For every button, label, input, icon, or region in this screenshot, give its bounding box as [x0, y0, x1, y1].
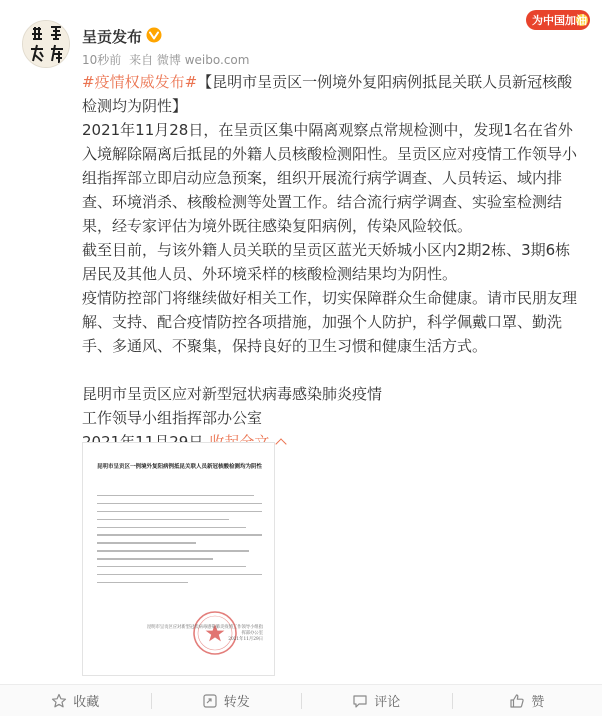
repost-button[interactable] — [151, 685, 302, 716]
repost-label: 转发 — [223, 695, 250, 710]
hashtag-link[interactable]: #疫情权威发布# — [82, 73, 198, 91]
document-signature — [143, 625, 263, 643]
post-meta — [82, 51, 253, 68]
action-bar — [0, 684, 602, 716]
document-title: 昆明市呈贡区一例境外复阳病例抵昆关联人员新冠核酸检测均为阴性 — [97, 464, 263, 470]
paragraph-3: 疫情防控部门将继续做好相关工作，切实保障群众生命健康。请市民朋友理解、支持、配合疫情防控各项措施，加强个人防护，科学佩戴口罩、勤洗手、多通风、不聚集，保持良好的卫生习惯和健康生活方式。 — [82, 289, 578, 355]
comment-label: 评论 — [374, 695, 401, 710]
signature-line-2: 工作领导小组指挥部办公室 — [82, 409, 263, 427]
author-name[interactable]: 呈贡发布 — [82, 28, 143, 46]
star-icon — [51, 693, 67, 709]
avatar[interactable] — [22, 20, 70, 68]
repost-icon — [202, 693, 218, 709]
avatar-calligraphy-icon — [23, 21, 70, 68]
document-image[interactable] — [82, 442, 275, 676]
document-signature-text: 昆明市呈贡区应对新型冠状病毒感染肺炎疫情工作领导小组指挥部办公室 — [146, 625, 263, 636]
verified-icon — [146, 27, 162, 43]
signature-line-1: 昆明市呈贡区应对新型冠状病毒感染肺炎疫情 — [82, 385, 383, 403]
post-content — [82, 70, 582, 454]
paragraph-2: 截至目前，与该外籍人员关联的呈贡区蓝光天娇城小区内2期2栋、3期6栋居民及其他人员、外环境采样的核酸检测结果均为阴性。 — [82, 241, 571, 283]
document-date: 2021年11月29日 — [228, 637, 263, 642]
post-title-line — [82, 70, 582, 118]
like-button[interactable] — [452, 685, 602, 716]
badge-text: 为中国加油 — [532, 14, 587, 27]
comment-button[interactable] — [301, 685, 452, 716]
thumbs-up-icon — [509, 693, 525, 709]
favorite-button[interactable] — [0, 685, 151, 716]
post-time[interactable]: 10秒前 — [82, 53, 122, 67]
comment-icon — [352, 693, 368, 709]
paragraph-1: 2021年11月28日，在呈贡区集中隔离观察点常规检测中，发现1名在省外入境解除隔离后抵昆的外籍人员核酸检测阳性。呈贡区应对疫情工作领导小组指挥部立即启动应急预案，组织开展流行病学调查、人员转运、域内排查、环境消杀、核酸检测等处置工作。结合流行病学调查、实验室检测结果，经专家评估为境外既往感染复阳病例，传染风险较低。 — [82, 121, 578, 235]
cheer-badge-icon — [526, 8, 590, 32]
like-label: 赞 — [531, 695, 545, 710]
favorite-label: 收藏 — [73, 695, 100, 710]
post-source: 来自 微博 weibo.com — [129, 53, 250, 67]
chevron-up-icon[interactable] — [276, 438, 287, 449]
post-title: 【昆明市呈贡区一例境外复阳病例抵昆关联人员新冠核酸检测均为阴性】 — [82, 73, 573, 115]
document-text-lines — [97, 495, 262, 590]
